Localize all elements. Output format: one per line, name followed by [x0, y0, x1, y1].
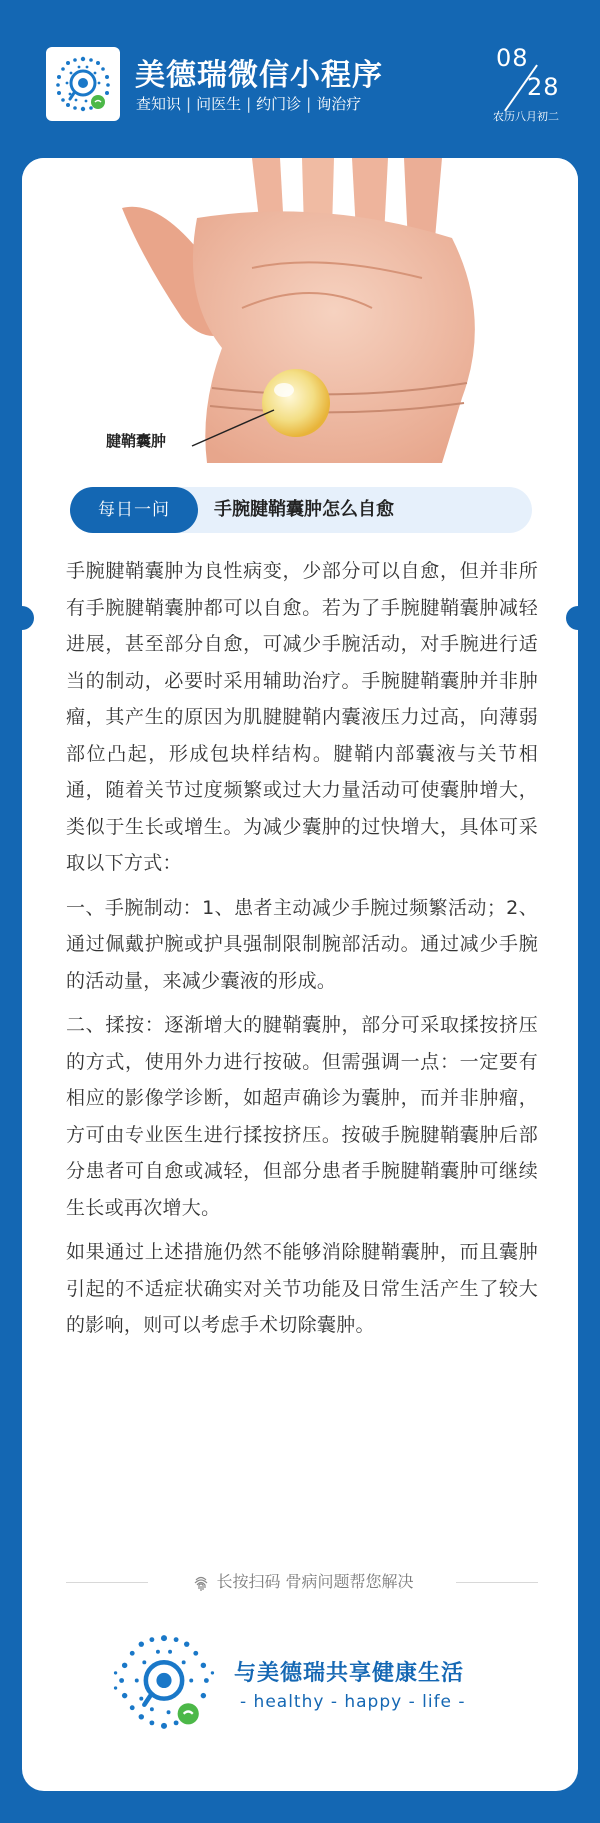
- card-notch-right: [566, 606, 578, 630]
- date-month: 08: [496, 44, 529, 72]
- brand-title: 美德瑞微信小程序: [135, 58, 383, 93]
- card-notch-left: [22, 606, 34, 630]
- scan-hint: [168, 1570, 438, 1594]
- article-paragraph: 二、揉按：逐渐增大的腱鞘囊肿，部分可采取揉按挤压的方式，使用外力进行按破。但需强调一点：一定要有相应的影像学诊断，如超声确诊为囊肿，而并非肿瘤，方可由专业医生进行揉按挤压。按破手腕腱鞘囊肿后部分患者可自愈或减轻，但部分患者手腕腱鞘囊肿可继续生长或再次增大。: [66, 1014, 538, 1219]
- daily-question-badge: 每日一问: [70, 487, 198, 533]
- subtitle-item-knowledge: 查知识: [136, 95, 182, 113]
- scan-hint-text: 长按扫码 骨病问题帮您解决: [216, 1572, 414, 1591]
- article-body: [66, 553, 538, 1352]
- divider-line-left: [66, 1582, 148, 1583]
- subtitle-item-ask-doctor: 问医生: [196, 95, 242, 113]
- article-paragraph: 如果通过上述措施仍然不能够消除腱鞘囊肿，而且囊肿引起的不适症状确实对关节功能及日常生活产生了较大的影响，则可以考虑手术切除囊肿。: [66, 1241, 538, 1336]
- footer-slogan: 与美德瑞共享健康生活: [234, 1661, 465, 1686]
- hand-wrist-image: [22, 158, 578, 463]
- divider-line-right: [456, 1582, 538, 1583]
- date-day: 28: [527, 73, 560, 101]
- article-paragraph: 一、手腕制动：1、患者主动减少手腕过频繁活动；2、通过佩戴护腕或护具强制限制腕部活动。通过减少手腕的活动量，来减少囊液的形成。: [66, 896, 538, 992]
- content-card: [22, 158, 578, 1791]
- footer-qr-code[interactable]: [108, 1626, 220, 1738]
- subtitle-item-book-clinic: 约门诊: [256, 95, 302, 113]
- fingerprint-icon: [192, 1574, 210, 1592]
- daily-question-bar: [70, 487, 532, 533]
- brand-subtitle: 查知识 | 问医生 | 约门诊 | 询治疗: [136, 95, 362, 113]
- article-paragraph: 手腕腱鞘囊肿为良性病变，少部分可以自愈，但并非所有手腕腱鞘囊肿都可以自愈。若为了手腕腱鞘囊肿减轻进展，甚至部分自愈，可减少手腕活动，对手腕进行适当的制动，必要时采用辅助治疗。手腕腱鞘囊肿并非肿瘤，其产生的原因为肌腱腱鞘内囊液压力过高，向薄弱部位凸起，形成包块样结构。腱鞘内部囊液与关节相通，随着关节过度频繁或过大力量活动可使囊肿增大，类似于生长或增生。为减少囊肿的过快增大，具体可采取以下方式：: [66, 560, 538, 874]
- scan-hint-row: [66, 1570, 538, 1594]
- footer-qr-icon: [108, 1626, 220, 1738]
- subtitle-item-treatment: 询治疗: [316, 95, 362, 113]
- question-title: 手腕腱鞘囊肿怎么自愈: [214, 499, 394, 520]
- mini-program-qr-icon: [46, 47, 120, 121]
- footer-tagline: - healthy - happy - life -: [240, 1692, 466, 1712]
- mini-program-qr-code[interactable]: [46, 47, 120, 121]
- lunar-date: 农历八月初二: [493, 110, 559, 123]
- header: [0, 0, 600, 158]
- illustration-label: 腱鞘囊肿: [106, 432, 167, 450]
- wrist-illustration: [22, 158, 578, 463]
